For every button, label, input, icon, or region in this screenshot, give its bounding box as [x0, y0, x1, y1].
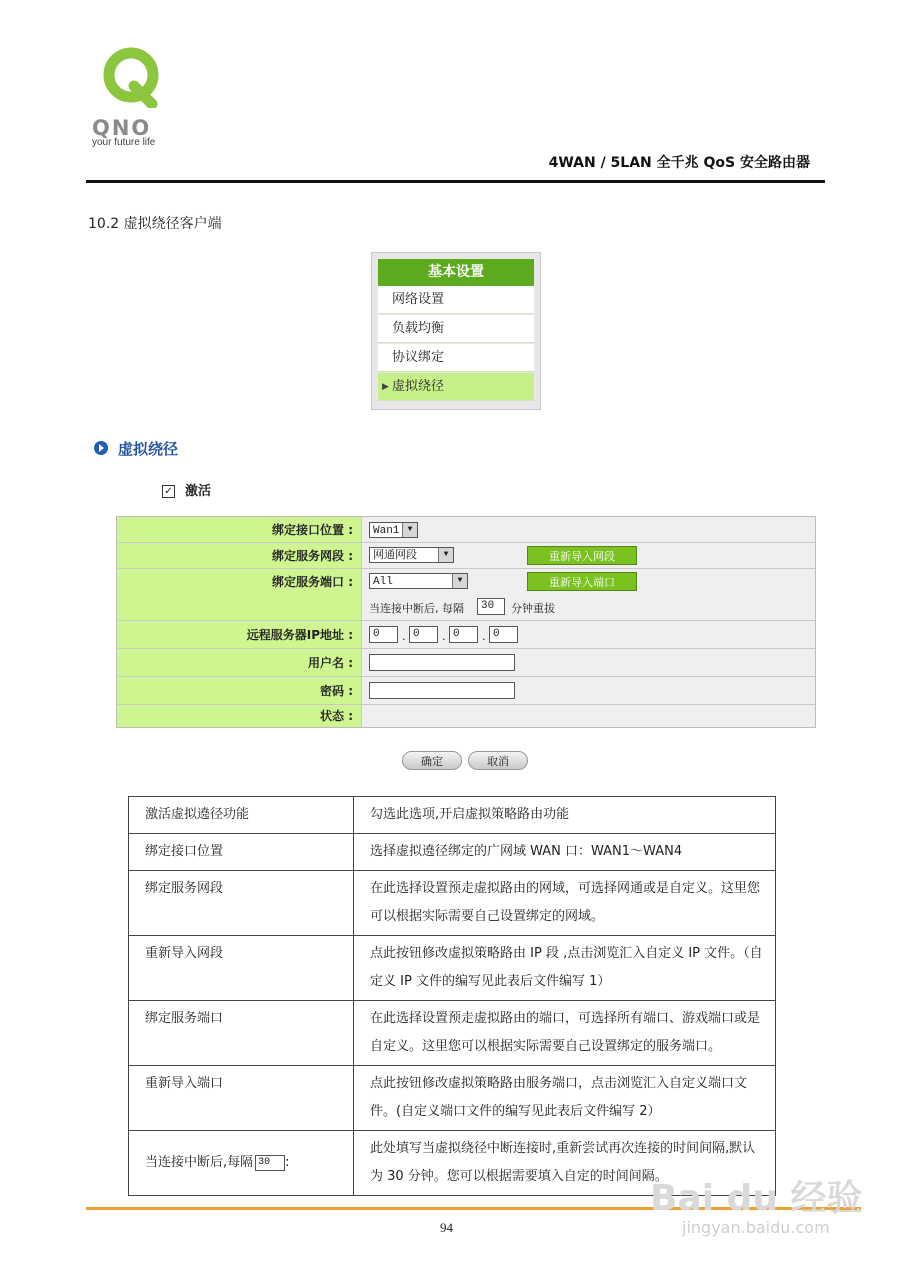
- form-row-status: [117, 705, 815, 727]
- description-cell: 在此选择设置预走虚拟路由的端口，可选择所有端口、游戏端口或是自定义。这里您可以根据实际需要自己设置绑定的服务端口。: [354, 1001, 776, 1066]
- menu-heading: 基本设置: [378, 259, 534, 286]
- menu-item-label: 负载均衡: [392, 321, 445, 336]
- table-row: [129, 871, 776, 936]
- description-cell: 勾选此选项,开启虚拟策略路由功能: [354, 797, 776, 834]
- username-input[interactable]: [369, 654, 515, 671]
- ip-octet-3-input[interactable]: 0: [449, 626, 478, 643]
- form-row-interface: [117, 517, 815, 543]
- activate-label: 激活: [185, 484, 212, 499]
- term-cell: 绑定接口位置: [129, 834, 354, 871]
- username-label: 用户名 :: [117, 649, 362, 676]
- ip-octet-2-input[interactable]: 0: [409, 626, 438, 643]
- chevron-down-icon: ▼: [452, 574, 467, 588]
- term-text: 当连接中断后,每隔: [145, 1155, 254, 1170]
- menu-item-network[interactable]: [378, 286, 534, 314]
- term-cell: 绑定服务网段: [129, 871, 354, 936]
- term-suffix: :: [285, 1155, 290, 1170]
- baidu-watermark: Bai du 经验: [650, 1178, 863, 1219]
- term-cell: 重新导入网段: [129, 936, 354, 1001]
- ip-octet-4-input[interactable]: 0: [489, 626, 518, 643]
- table-row: [129, 1066, 776, 1131]
- form-row-segment: [117, 543, 815, 569]
- select-value: 网通网段: [373, 550, 417, 562]
- ip-dot: .: [402, 630, 406, 643]
- chevron-down-icon: ▼: [438, 548, 453, 562]
- cancel-button[interactable]: 取消: [468, 751, 528, 770]
- reconnect-interval-input[interactable]: 30: [477, 598, 505, 615]
- ip-dot: .: [442, 630, 446, 643]
- page-number: 94: [440, 1220, 453, 1235]
- bind-interface-label: 绑定接口位置 :: [117, 517, 362, 542]
- qno-logo-icon: [100, 46, 162, 108]
- ip-dot: .: [482, 630, 486, 643]
- menu-item-label: 协议绑定: [392, 350, 445, 365]
- form-row-password: [117, 677, 815, 705]
- reconnect-prefix: 当连接中断后, 每隔: [369, 602, 464, 615]
- field-description-table: [128, 796, 776, 1196]
- password-label: 密码 :: [117, 677, 362, 704]
- menu-item-protocol-binding[interactable]: [378, 344, 534, 372]
- chevron-down-icon: ▼: [402, 523, 417, 537]
- header-divider: [86, 180, 825, 183]
- description-cell: 点此按钮修改虚拟策略路由服务端口，点击浏览汇入自定义端口文件。(自定义端口文件的编写见此表后文件编写 2）: [354, 1066, 776, 1131]
- logo-text: QNO: [92, 116, 152, 140]
- description-cell: 选择虚拟遶径绑定的广网域 WAN 口：WAN1～WAN4: [354, 834, 776, 871]
- interval-example-box: 30: [255, 1155, 285, 1171]
- bypass-settings-form: [116, 516, 816, 728]
- reimport-segment-button[interactable]: 重新导入网段: [527, 546, 637, 565]
- logo-tagline: your future life: [92, 137, 156, 148]
- document-header-title: 4WAN / 5LAN 全千兆 QoS 安全路由器: [548, 155, 810, 171]
- activate-row: [162, 480, 211, 499]
- term-cell: 激活虚拟遶径功能: [129, 797, 354, 834]
- term-cell: 绑定服务端口: [129, 1001, 354, 1066]
- arrow-circle-icon: [94, 441, 108, 455]
- table-row: [129, 936, 776, 1001]
- table-row: [129, 834, 776, 871]
- menu-item-load-balance[interactable]: [378, 315, 534, 343]
- bind-segment-select[interactable]: [369, 547, 454, 563]
- menu-item-label: 虚拟绕径: [392, 379, 445, 394]
- description-cell: 在此选择设置预走虚拟路由的网域，可选择网通或是自定义。这里您可以根据实际需要自己设置绑定的网域。: [354, 871, 776, 936]
- form-row-username: [117, 649, 815, 677]
- select-value: All: [373, 576, 393, 588]
- activate-checkbox[interactable]: ✓: [162, 485, 175, 498]
- bind-interface-select[interactable]: [369, 522, 418, 538]
- description-cell: 点此按钮修改虚拟策略路由 IP 段 ,点击浏览汇入自定义 IP 文件。（自定义 IP 文件的编写见此表后文件编写 1）: [354, 936, 776, 1001]
- baidu-watermark-url: jingyan.baidu.com: [682, 1218, 830, 1237]
- table-row: [129, 1001, 776, 1066]
- ok-button[interactable]: 确定: [402, 751, 462, 770]
- menu-item-label: 网络设置: [392, 292, 445, 307]
- form-row-port: [117, 569, 815, 621]
- settings-menu: [371, 252, 541, 410]
- password-input[interactable]: [369, 682, 515, 699]
- remote-ip-label: 远程服务器IP地址 :: [117, 621, 362, 648]
- select-value: Wan1: [373, 525, 400, 537]
- menu-item-virtual-bypass[interactable]: [378, 373, 534, 401]
- description-cell: 此处填写当虚拟绕径中断连接时,重新尝试再次连接的时间间隔,默认为 30 分钟。您可以根据需要填入自定的时间间隔。: [354, 1131, 776, 1196]
- form-row-remote-ip: [117, 621, 815, 649]
- term-cell: 重新导入端口: [129, 1066, 354, 1131]
- bind-port-select[interactable]: [369, 573, 468, 589]
- term-cell: [129, 1131, 354, 1196]
- ip-octet-1-input[interactable]: 0: [369, 626, 398, 643]
- bind-port-label: 绑定服务端口 :: [117, 569, 362, 620]
- reconnect-suffix: 分钟重拔: [511, 602, 555, 615]
- status-label: 状态 :: [117, 705, 362, 727]
- reimport-port-button[interactable]: 重新导入端口: [527, 572, 637, 591]
- bind-segment-label: 绑定服务网段 :: [117, 543, 362, 568]
- section-title: 10.2 虚拟绕径客户端: [88, 216, 222, 232]
- table-row: [129, 797, 776, 834]
- arrow-right-icon: ▶: [382, 382, 389, 392]
- page-heading: 虚拟绕径: [118, 440, 179, 458]
